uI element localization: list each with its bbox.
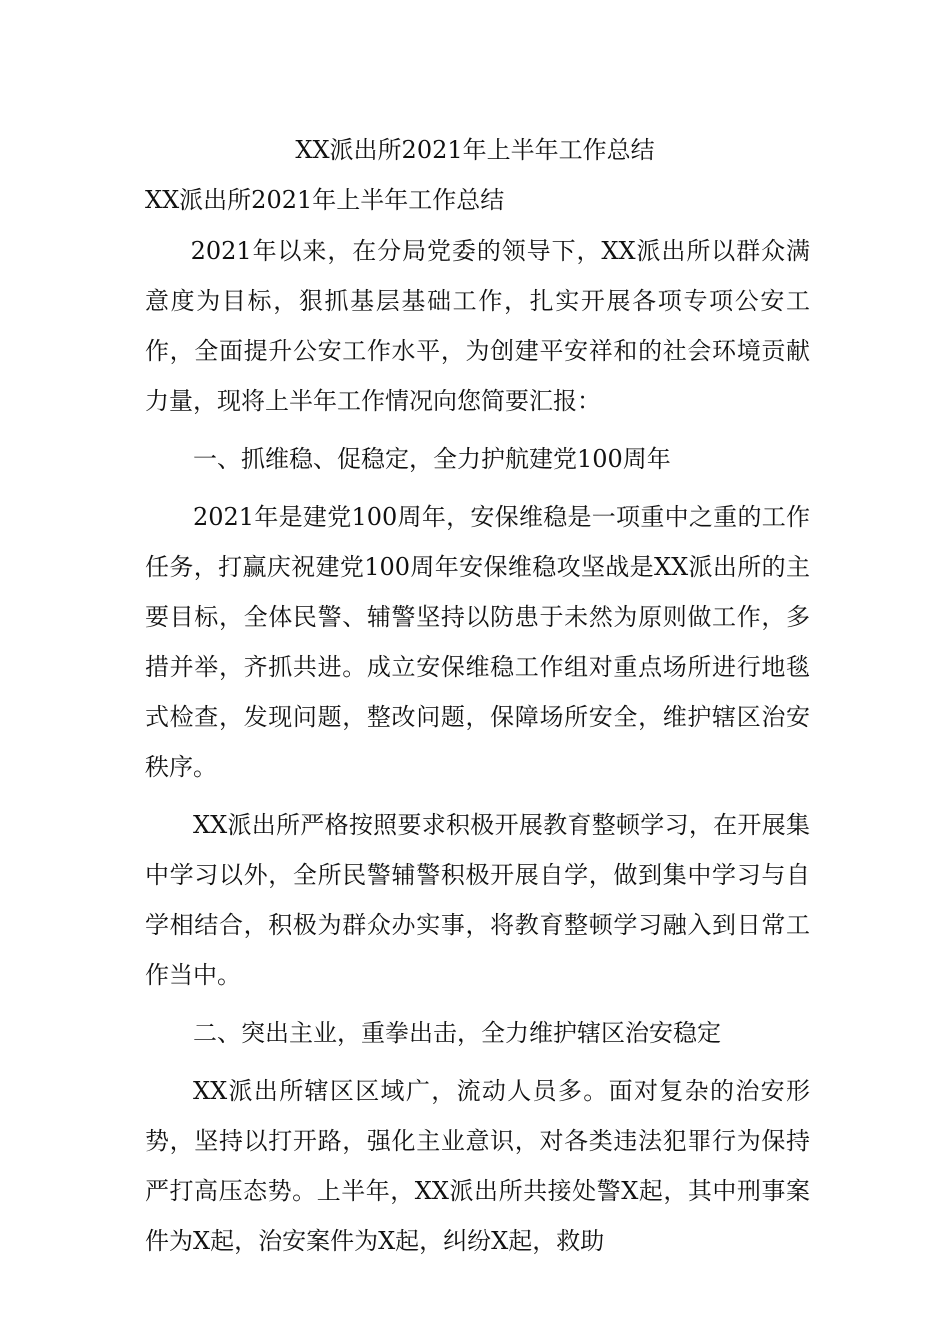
paragraph-section-1-a: 2021年是建党100周年，安保维稳是一项重中之重的工作任务，打赢庆祝建党100周年安保维稳攻坚战是XX派出所的主要目标，全体民警、辅警坚持以防患于未然为原则做工作，多措并举，齐抓共进。成立安保维稳工作组对重点场所进行地毯式检查，发现问题，整改问题，保障场所安全，维护辖区治安秩序。 — [145, 503, 810, 781]
paragraph-section-2-a: XX派出所辖区区域广，流动人员多。面对复杂的治安形势，坚持以打开路，强化主业意识，对各类违法犯罪行为保持严打高压态势。上半年，XX派出所共接处警X起，其中刑事案件为X起，治安案件为X起，纠纷X起，救助 — [145, 1077, 810, 1255]
document-body — [145, 226, 810, 1266]
document-title: XX派出所2021年上半年工作总结 — [295, 136, 655, 164]
paragraph-intro: 2021年以来，在分局党委的领导下，XX派出所以群众满意度为目标，狠抓基层基础工作，扎实开展各项专项公安工作，全面提升公安工作水平，为创建平安祥和的社会环境贡献力量，现将上半年工作情况向您简要汇报： — [145, 237, 810, 415]
paragraph-section-1-b: XX派出所严格按照要求积极开展教育整顿学习，在开展集中学习以外，全所民警辅警积极开展自学，做到集中学习与自学相结合，积极为群众办实事，将教育整顿学习融入到日常工作当中。 — [145, 811, 810, 989]
section-heading-1: 一、抓维稳、促稳定，全力护航建党100周年 — [193, 445, 671, 473]
section-heading-2: 二、突出主业，重拳出击，全力维护辖区治安稳定 — [193, 1019, 721, 1047]
document-subtitle: XX派出所2021年上半年工作总结 — [145, 186, 505, 214]
